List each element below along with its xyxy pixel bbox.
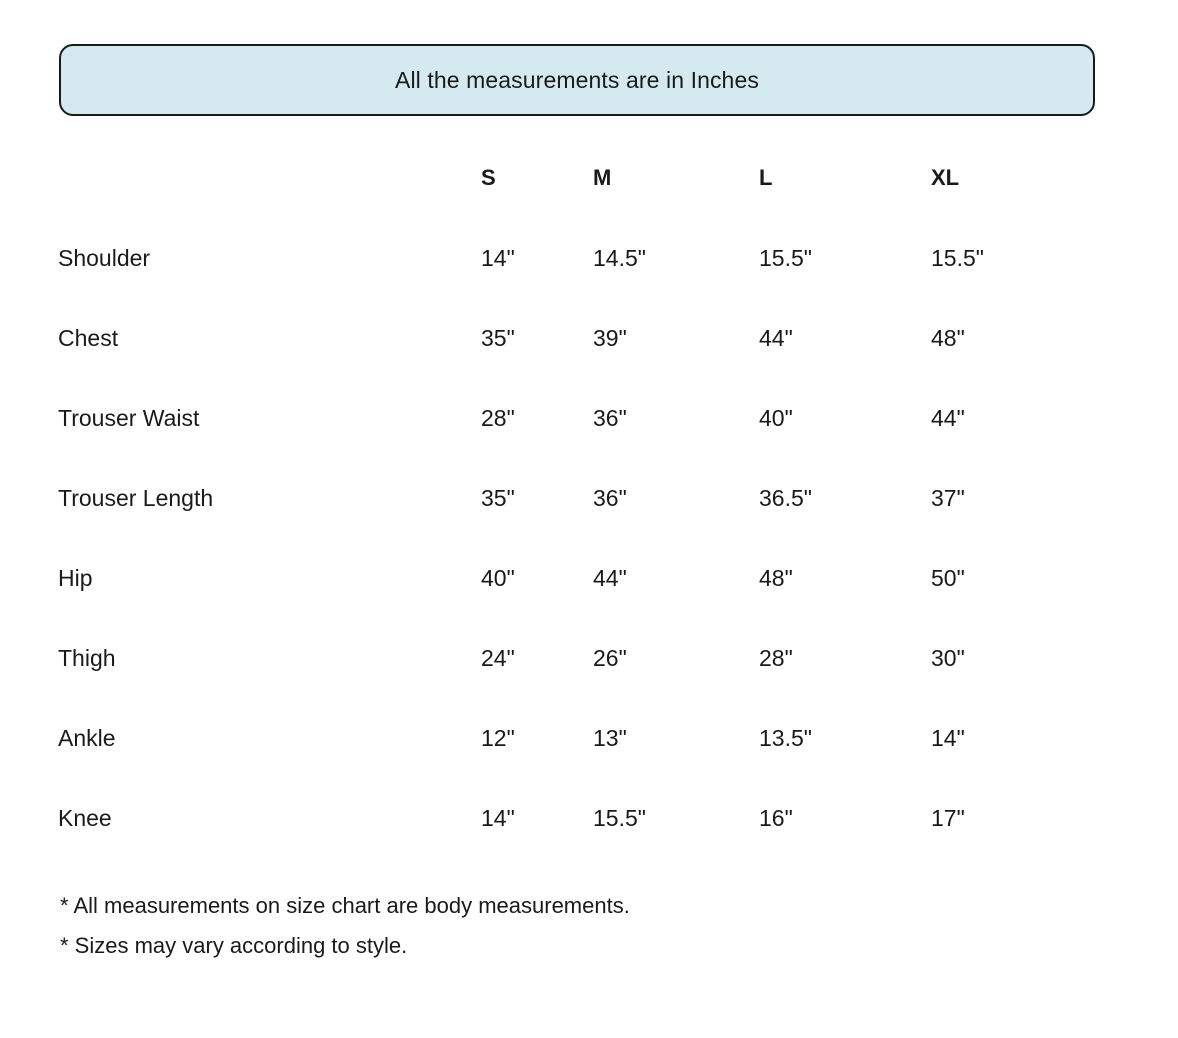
cell-value: 40" [481,564,515,591]
header-size-m: M [593,165,612,190]
cell-value: 28" [481,404,515,431]
footnote-body-measurements: * All measurements on size chart are body measurements. [60,893,630,918]
cell-value: 36.5" [759,484,812,511]
table-row [58,618,1091,698]
cell-value: 17" [931,804,965,831]
cell-value: 44" [759,324,793,351]
row-label-trouser-waist: Trouser Waist [58,404,200,431]
header-blank [58,138,481,218]
units-banner [59,44,1095,116]
cell-value: 36" [593,484,627,511]
size-chart-table [58,138,1091,858]
cell-value: 14.5" [593,244,646,271]
cell-value: 15.5" [593,804,646,831]
cell-value: 44" [931,404,965,431]
cell-value: 28" [759,644,793,671]
cell-value: 14" [481,804,515,831]
size-header-row [58,138,1091,218]
cell-value: 36" [593,404,627,431]
cell-value: 13.5" [759,724,812,751]
cell-value: 44" [593,564,627,591]
cell-value: 16" [759,804,793,831]
table-row [58,378,1091,458]
row-label-ankle: Ankle [58,724,116,751]
cell-value: 39" [593,324,627,351]
header-size-s: S [481,165,496,190]
table-row [58,298,1091,378]
cell-value: 50" [931,564,965,591]
cell-value: 14" [931,724,965,751]
cell-value: 15.5" [759,244,812,271]
cell-value: 12" [481,724,515,751]
cell-value: 35" [481,484,515,511]
header-size-l: L [759,165,773,190]
row-label-hip: Hip [58,564,93,591]
row-label-shoulder: Shoulder [58,244,151,271]
table-row [58,698,1091,778]
cell-value: 48" [931,324,965,351]
cell-value: 30" [931,644,965,671]
cell-value: 37" [931,484,965,511]
units-banner-text: All the measurements are in Inches [395,66,759,93]
row-label-knee: Knee [58,804,112,831]
row-label-trouser-length: Trouser Length [58,484,214,511]
table-row [58,458,1091,538]
cell-value: 13" [593,724,627,751]
cell-value: 26" [593,644,627,671]
cell-value: 14" [481,244,515,271]
table-row [58,778,1091,858]
footnote-sizes-vary: * Sizes may vary according to style. [60,933,408,958]
footnotes [60,886,630,966]
cell-value: 40" [759,404,793,431]
cell-value: 48" [759,564,793,591]
header-size-xl: XL [931,165,960,190]
table-row [58,538,1091,618]
row-label-thigh: Thigh [58,644,116,671]
cell-value: 24" [481,644,515,671]
cell-value: 15.5" [931,244,984,271]
cell-value: 35" [481,324,515,351]
row-label-chest: Chest [58,324,119,351]
table-row [58,218,1091,298]
